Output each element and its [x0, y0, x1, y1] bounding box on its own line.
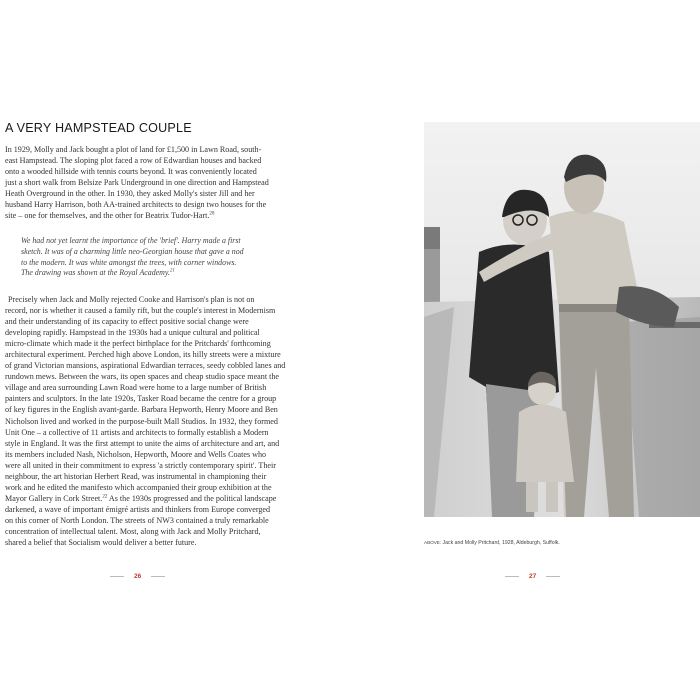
text-line: painters and sculptors. In the late 1920s, Tasker Road became the centre for a group	[5, 394, 277, 404]
photograph	[424, 122, 700, 517]
text-line: style in England. It was the first attempt to unite the aims of architecture and art, and	[5, 438, 280, 448]
quote-line-content: The drawing was shown at the Royal Academy.	[21, 268, 170, 278]
footnote-ref: 22	[102, 494, 108, 500]
section-heading: A VERY HAMPSTEAD COUPLE	[5, 121, 192, 135]
folio-rule	[505, 576, 519, 577]
caption-lead: ABOVE:	[424, 540, 442, 545]
text-line: of grand Victorian mansions, aspirational Edwardian terraces, seedy cobbled lanes and	[5, 361, 286, 371]
quote-line: sketch. It was of a charming little neo-Georgian house that gave a nod	[21, 246, 244, 256]
text-line: onto a wooded hillside with tennis courts beyond. It was conveniently located	[5, 167, 257, 177]
text-line: husband Harry Harrison, both AA-trained architects to design two houses for the	[5, 200, 267, 210]
quote-line	[21, 268, 281, 279]
text-line: rundown mews. Between the wars, its open spaces and cheap studio space meant the	[5, 372, 279, 382]
text-line: architectural experiment. Perched high above London, its hilly streets were a mixture	[5, 350, 281, 360]
paragraph-2	[5, 294, 286, 548]
text-line: Unit One – a collective of 11 artists and architects to formally establish a Modern	[5, 427, 269, 437]
text-line-content: Mayor Gallery in Cork Street.	[5, 493, 103, 503]
text-line-content: As the 1930s progressed and the political landscape	[107, 493, 277, 503]
text-line: east Hampstead. The sloping plot faced a row of Edwardian houses and backed	[5, 156, 262, 166]
text-line: concentration of intellectual talent. Most, along with Jack and Molly Pritchard,	[5, 526, 261, 536]
paragraph-1	[5, 144, 283, 221]
text-line	[5, 210, 283, 221]
folio-rule	[151, 576, 165, 577]
folio-rule	[110, 576, 124, 577]
quote-line: We had not yet learnt the importance of the 'brief'. Harry made a first	[21, 236, 241, 245]
text-line: Heath Overground in the other. In 1930, they asked Molly's sister Jill and her	[5, 189, 255, 199]
footnote-ref: 20	[209, 211, 215, 217]
text-line: and their understanding of its capacity to effect positive social change were	[5, 317, 249, 327]
folio-rule	[546, 576, 560, 577]
text-line: of key figures in the English avant-garde. Barbara Hepworth, Henry Moore and Ben	[5, 405, 278, 415]
text-line: Precisely when Jack and Molly rejected Cooke and Harrison's plan is not on	[8, 295, 255, 304]
text-line: just a short walk from Belsize Park Underground in one direction and Hampstead	[5, 178, 269, 188]
text-line: record, nor is whether it caused a family rift, but the couple's interest in Modernism	[5, 306, 276, 316]
text-line: developing rapidly. Hampstead in the 1930s had a unique cultural and political	[5, 328, 260, 338]
text-line: Nicholson lived and worked in the purpose-built Mall Studios. In 1932, they formed	[5, 416, 278, 426]
text-line: darkened, a wave of important émigré artists and thinkers from Europe converged	[5, 504, 271, 514]
page-number: 27	[529, 573, 537, 580]
text-line: were all united in their commitment to express 'a strictly contemporary spirit'. Their	[5, 460, 276, 470]
text-line-content: site – one for themselves, and the other for Beatrix Tudor-Hart.	[5, 211, 210, 221]
child-figure	[516, 405, 574, 483]
caption-text: Jack and Molly Pritchard, 1928, Aldeburgh, Suffolk.	[441, 540, 560, 546]
text-line: shared a belief that Socialism would deliver a better future.	[5, 538, 197, 548]
photo-illustration	[424, 122, 700, 517]
page-number: 26	[134, 573, 142, 580]
text-line	[5, 493, 283, 504]
text-line: its members included Nash, Nicholson, Hepworth, Moore and Wells Coates who	[5, 449, 267, 459]
quote-line: to the modern. It was white amongst the trees, with corner windows.	[21, 257, 237, 267]
text-line: micro-climate which made it the perfect birthplace for the Pritchards' forthcoming	[5, 339, 271, 349]
page-number-right	[505, 573, 560, 580]
photo-caption	[424, 540, 560, 546]
text-line: In 1929, Molly and Jack bought a plot of land for £1,500 in Lawn Road, south-	[5, 145, 262, 154]
text-line: on this corner of North London. The streets of NW3 contained a truly remarkable	[5, 515, 269, 525]
text-line: village and area surrounding Lawn Road were home to a large number of British	[5, 383, 267, 393]
block-quote	[21, 236, 281, 279]
text-line: neighbour, the art historian Herbert Read, was instrumental in championing their	[5, 471, 267, 481]
page-number-left	[110, 573, 165, 580]
text-line: work and he edited the manifesto which accompanied their group exhibition at the	[5, 482, 272, 492]
footnote-ref: 21	[169, 268, 175, 274]
